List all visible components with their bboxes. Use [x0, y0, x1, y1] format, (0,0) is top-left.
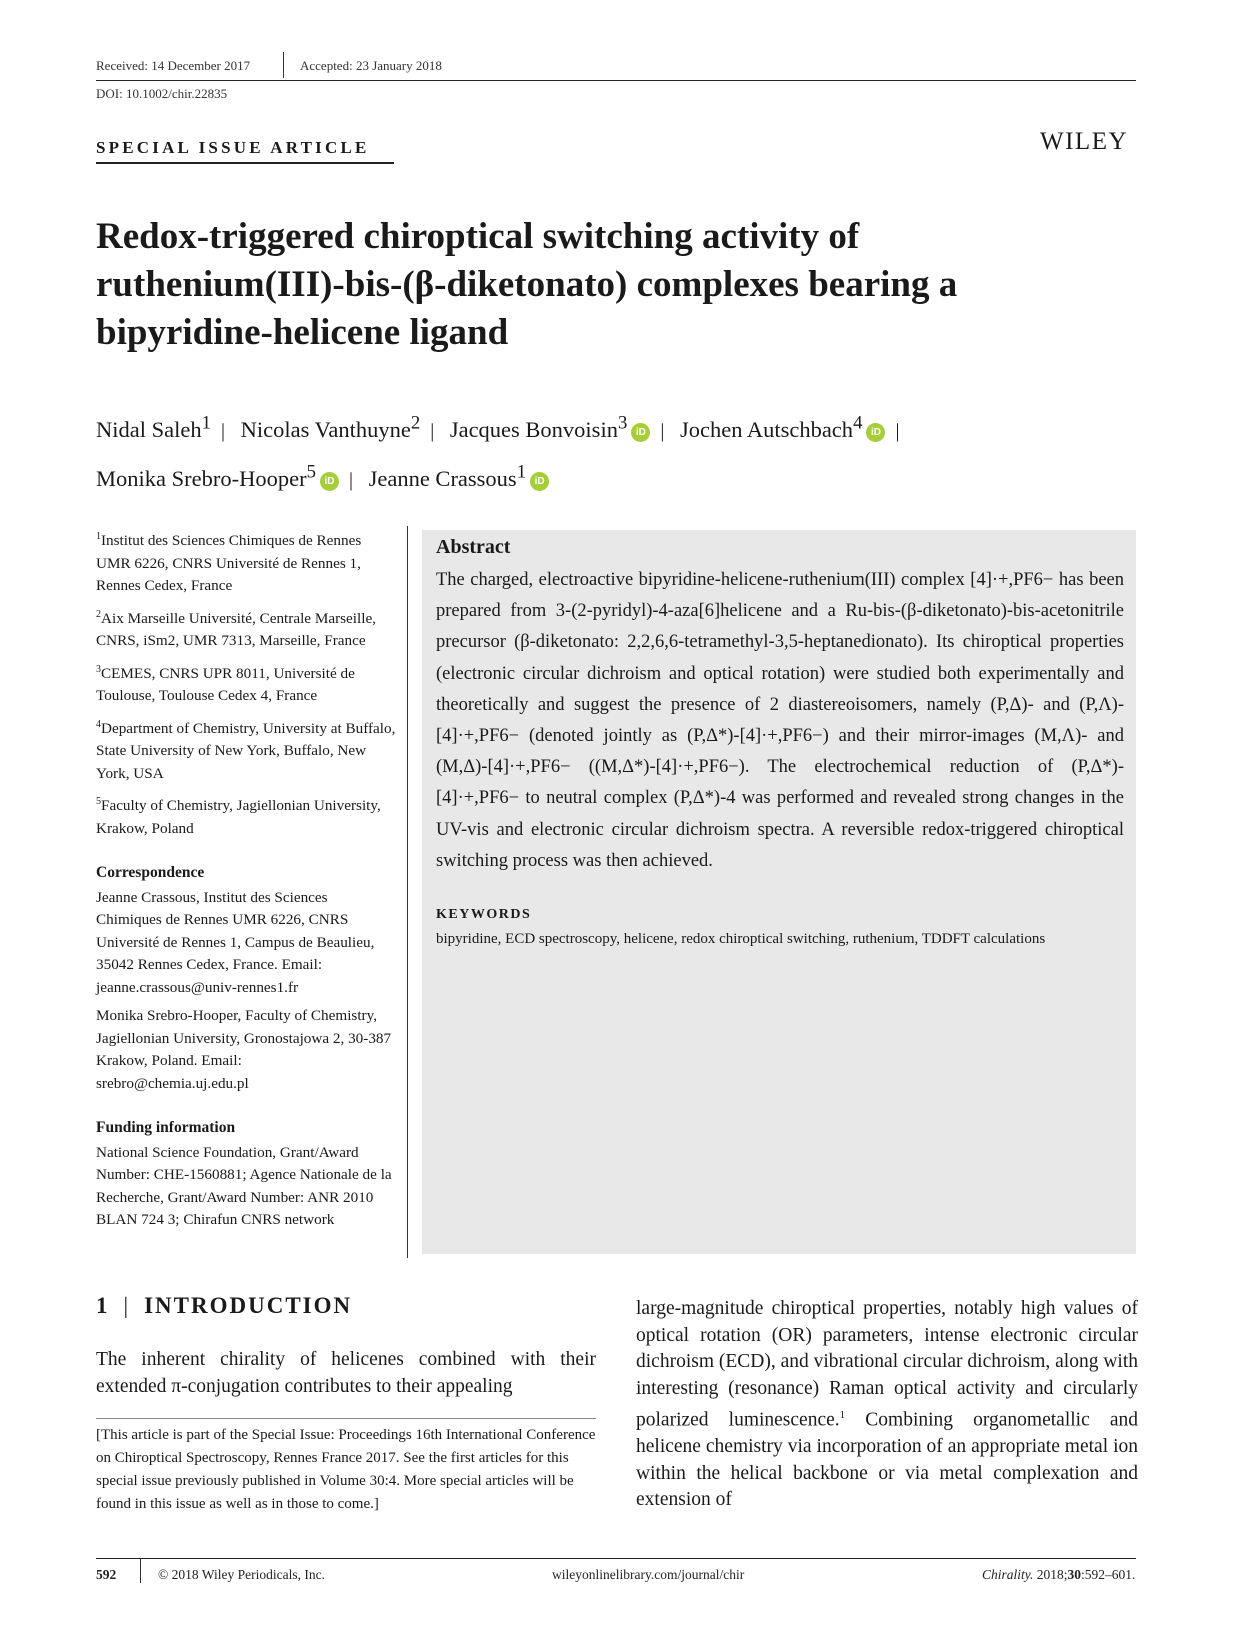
author[interactable]: Monika Srebro-Hooper$^5$: [96, 461, 316, 491]
footer-divider: [140, 1559, 141, 1583]
orcid-icon[interactable]: iD: [320, 472, 339, 491]
accepted-date: Accepted: 23 January 2018: [300, 58, 442, 73]
section-label: SPECIAL ISSUE ARTICLE: [96, 138, 370, 157]
author[interactable]: Jeanne Crassous$^1$: [368, 461, 527, 491]
footer-rule: [96, 1558, 1136, 1559]
correspondence-heading: Correspondence: [96, 864, 205, 882]
author[interactable]: Nidal Saleh$^1$: [96, 412, 211, 442]
page-number: 592: [96, 1567, 117, 1582]
intro-paragraph-right: large-magnitude chiroptical properties, notably high values of optical rotation (OR) parameters, intense electronic circular dichroism (ECD), and vibrational circular dichroism, along with interesting (resonance) Raman optical activity and circularly polarized luminescence.$^1$ Combining organometallic and helicene chemistry via incorporation of an appropriate metal ion within the helical backbone or via metal complexation and extension of: [636, 1298, 1139, 1510]
keywords-text: bipyridine, ECD spectroscopy, helicene, redox chiroptical switching, ruthenium, TDDFT calculations: [436, 931, 1046, 948]
section-underline: [96, 162, 394, 164]
citation: Chirality. 2018;30:592–601.: [982, 1567, 1136, 1582]
funding-heading: Funding information: [96, 1119, 236, 1137]
article-title: Redox-triggered chiroptical switching activity of ruthenium(III)-bis-(β-diketonato) complexes bearing a bipyridine-helicene ligand: [96, 216, 958, 353]
journal-url[interactable]: wileyonlinelibrary.com/journal/chir: [552, 1567, 745, 1582]
reference-marker[interactable]: 1: [839, 1409, 846, 1421]
affiliation: $^5$Faculty of Chemistry, Jagiellonian University, Krakow, Poland: [96, 796, 381, 837]
header-rule: [96, 80, 1136, 81]
column-divider: [407, 526, 408, 1258]
received-date: Received: 14 December 2017: [96, 58, 251, 73]
special-issue-note: [This article is part of the Special Issue: Proceedings 16th International Conference on Chiroptical Spectroscopy, Rennes France 2017. See the first articles for this special issue previously published in Volume 30:4. More special articles will be found in this issue as well as in those to come.]: [96, 1427, 596, 1512]
section-heading: 1 | INTRODUCTION: [96, 1293, 353, 1318]
correspondence-entry: Monika Srebro-Hooper, Faculty of Chemistry, Jagiellonian University, Gronostajowa 2, 30-387 Krakow, Poland. Email: srebro@chemia.uj.edu.pl: [96, 1007, 392, 1092]
affiliation: $^1$Institut des Sciences Chimiques de Rennes UMR 6226, CNRS Université de Rennes 1, Rennes Cedex, France: [96, 531, 362, 595]
wiley-logo: WILEY: [1040, 128, 1129, 155]
copyright: © 2018 Wiley Periodicals, Inc.: [158, 1567, 325, 1582]
abstract-text: The charged, electroactive bipyridine-helicene-ruthenium(III) complex [4]·+,PF6− has been prepared from 3-(2-pyridyl)-4-aza[6]helicene and a Ru-bis-(β-diketonato)-bis-acetonitrile precursor (β-diketonato: 2,2,6,6-tetramethyl-3,5-heptanedionato). Its chiroptical properties (electronic circular dichroism and optical rotation) were studied both experimentally and theoretically and suggest the presence of 2 diastereoisomers, namely (P,Δ)- and (P,Λ)-[4]·+,PF6− (denoted jointly as (P,Δ*)-[4]·+,PF6−) and their mirror-images (M,Λ)- and (M,Δ)-[4]·+,PF6− ((M,Δ*)-[4]·+,PF6−). The electrochemical reduction of (P,Δ*)-[4]·+,PF6− to neutral complex (P,Δ*)-4 was performed and revealed strong changes in the UV-vis and electronic circular dichroism spectra. A reversible redox-triggered chiroptical switching process was then achieved.: [436, 570, 1124, 871]
affiliation: $^2$Aix Marseille Université, Centrale Marseille, CNRS, iSm2, UMR 7313, Marseille, France: [96, 608, 376, 650]
abstract-heading: Abstract: [436, 536, 511, 558]
author[interactable]: Jochen Autschbach$^4$: [679, 412, 863, 442]
affiliation: $^4$Department of Chemistry, University at Buffalo, State University of New York, Buffalo, New York, USA: [96, 718, 396, 782]
author-list: Nidal Saleh$^1$ | Nicolas Vanthuyne$^2$ | Jacques Bonvoisin$^3$ iD | Jochen Autschbach$^4$ iD | Monika Srebro-Hooper$^5$ iD | Jeanne Crassous$^1$ iD: [96, 412, 900, 491]
orcid-icon[interactable]: iD: [866, 423, 885, 442]
author[interactable]: Jacques Bonvoisin$^3$: [449, 412, 628, 442]
intro-paragraph-left: The inherent chirality of helicenes combined with their extended π-conjugation contributes to their appealing: [96, 1349, 596, 1397]
abstract-box: [422, 530, 1136, 1254]
correspondence-entry: Jeanne Crassous, Institut des Sciences Chimiques de Rennes UMR 6226, CNRS Université de Rennes 1, Campus de Beaulieu, 35042 Rennes Cedex, France. Email: jeanne.crassous@univ-rennes1.fr: [96, 888, 375, 996]
orcid-icon[interactable]: iD: [631, 423, 650, 442]
keywords-heading: KEYWORDS: [436, 907, 532, 923]
doi[interactable]: DOI: 10.1002/chir.22835: [96, 86, 228, 101]
note-rule: [96, 1418, 596, 1419]
author[interactable]: Nicolas Vanthuyne$^2$: [240, 412, 421, 442]
affiliation: $^3$CEMES, CNRS UPR 8011, Université de Toulouse, Toulouse Cedex 4, France: [96, 663, 355, 705]
side-column: [96, 526, 396, 1238]
header-divider: [283, 52, 284, 78]
funding-text: National Science Foundation, Grant/Award Number: CHE-1560881; Agence Nationale de la Recherche, Grant/Award Number: ANR 2010 BLAN 724 3; Chirafun CNRS network: [96, 1143, 392, 1229]
orcid-icon[interactable]: iD: [530, 472, 549, 491]
